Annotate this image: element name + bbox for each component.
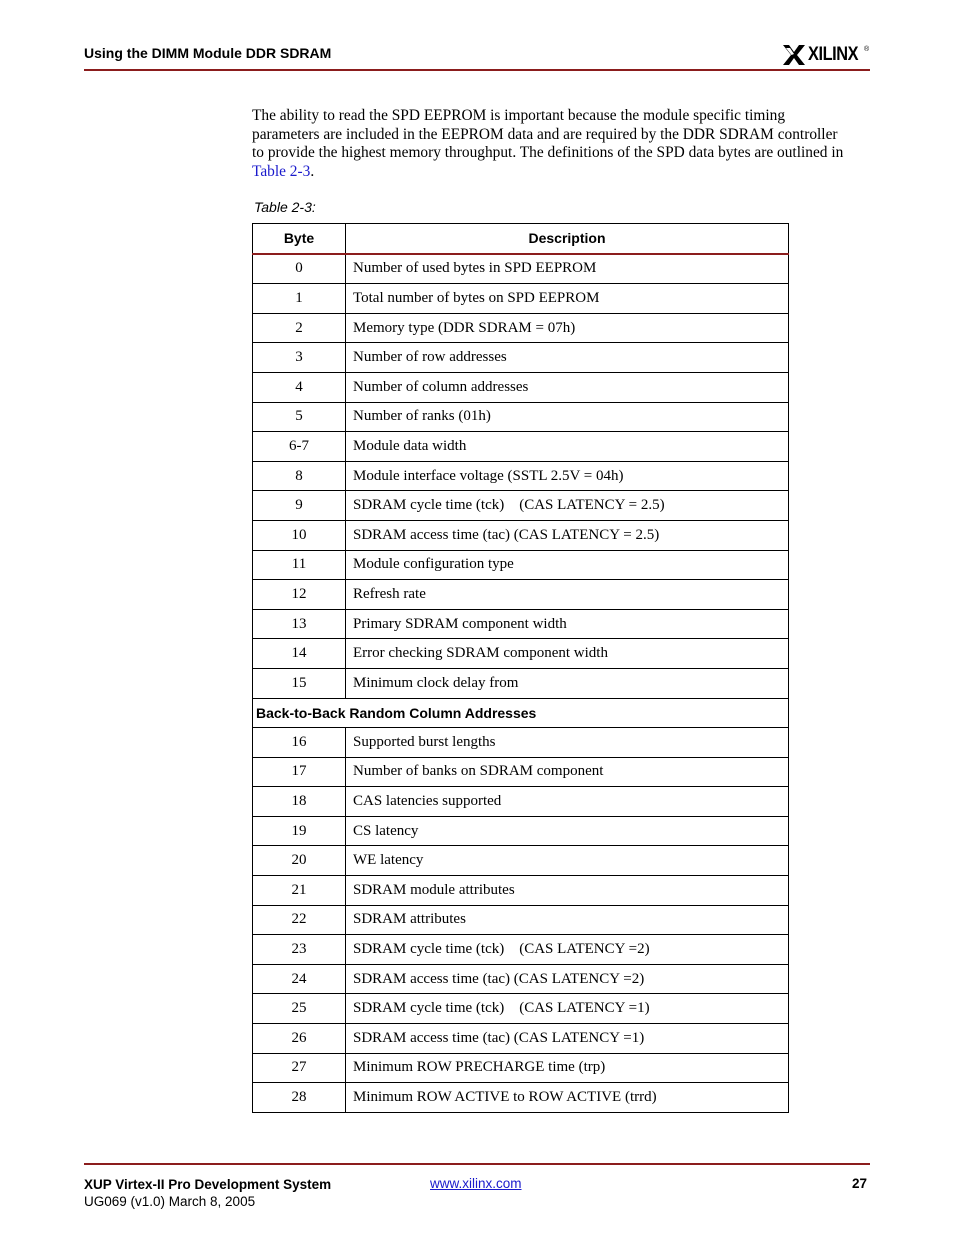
table-caption: Table 2-3: [254,199,316,215]
footer-left [84,1176,331,1210]
description-cell: CS latency [346,816,789,846]
description-cell: SDRAM module attributes [346,876,789,906]
description-cell: SDRAM cycle time (tck) (CAS LATENCY = 2.5) [346,491,789,521]
byte-cell: 5 [253,402,346,432]
table-row [253,580,789,610]
description-cell: Memory type (DDR SDRAM = 07h) [346,313,789,343]
table-row [253,728,789,758]
table-body-b [253,728,789,1113]
footer-website-link[interactable]: www.xilinx.com [430,1176,522,1191]
table-row [253,964,789,994]
byte-cell: 10 [253,520,346,550]
header-rule [84,69,870,71]
description-column-header: Description [346,224,789,254]
description-cell: Error checking SDRAM component width [346,639,789,669]
description-cell: SDRAM cycle time (tck) (CAS LATENCY =1) [346,994,789,1024]
description-cell: SDRAM cycle time (tck) (CAS LATENCY =2) [346,935,789,965]
description-cell: SDRAM access time (tac) (CAS LATENCY =1) [346,1024,789,1054]
byte-cell: 27 [253,1053,346,1083]
description-cell: SDRAM attributes [346,905,789,935]
table-row [253,846,789,876]
description-cell: Number of ranks (01h) [346,402,789,432]
byte-cell: 16 [253,728,346,758]
table-row [253,313,789,343]
description-cell: Module interface voltage (SSTL 2.5V = 04h) [346,461,789,491]
table-row [253,905,789,935]
byte-cell: 28 [253,1083,346,1113]
table-row [253,757,789,787]
table-row [253,550,789,580]
table-row [253,491,789,521]
description-cell: Module configuration type [346,550,789,580]
description-cell: Number of used bytes in SPD EEPROM [346,254,789,284]
byte-cell: 15 [253,668,346,698]
footer-doc-id: UG069 (v1.0) March 8, 2005 [84,1194,256,1209]
xilinx-logo [782,42,870,68]
intro-text: The ability to read the SPD EEPROM is important because the module specific timing parameters are included in the EEPROM data and are required by the DDR SDRAM controller to provide the highest memory throughput. The definitions of the SPD data bytes are outlined in [252,107,844,162]
byte-cell: 23 [253,935,346,965]
byte-cell: 8 [253,461,346,491]
byte-cell: 4 [253,372,346,402]
table-row [253,254,789,284]
footer-product: XUP Virtex-II Pro Development System [84,1177,332,1192]
byte-cell: 6-7 [253,432,346,462]
description-cell: SDRAM access time (tac) (CAS LATENCY =2) [346,964,789,994]
description-cell: Module data width [346,432,789,462]
table-ref-link[interactable]: Table 2-3 [252,163,311,181]
description-cell: Primary SDRAM component width [346,609,789,639]
table-row [253,876,789,906]
byte-cell: 9 [253,491,346,521]
table-row [253,284,789,314]
description-cell: Number of row addresses [346,343,789,373]
description-cell: Number of banks on SDRAM component [346,757,789,787]
table-row [253,520,789,550]
intro-paragraph [252,107,852,182]
byte-cell: 14 [253,639,346,669]
footer-rule [84,1163,870,1165]
description-cell: Supported burst lengths [346,728,789,758]
description-cell: Minimum clock delay from [346,668,789,698]
description-cell: Refresh rate [346,580,789,610]
table-row [253,1024,789,1054]
section-row [253,698,789,728]
description-cell: SDRAM access time (tac) (CAS LATENCY = 2.5) [346,520,789,550]
description-cell: Minimum ROW ACTIVE to ROW ACTIVE (trrd) [346,1083,789,1113]
byte-cell: 19 [253,816,346,846]
registered-mark: ® [864,46,870,53]
table-row [253,609,789,639]
byte-cell: 2 [253,313,346,343]
table-row [253,935,789,965]
section-label: Back-to-Back Random Column Addresses [253,698,789,728]
byte-cell: 17 [253,757,346,787]
description-cell: Number of column addresses [346,372,789,402]
table-row [253,461,789,491]
description-cell: CAS latencies supported [346,787,789,817]
byte-cell: 24 [253,964,346,994]
intro-end: . [310,163,315,181]
table-row [253,343,789,373]
byte-cell: 25 [253,994,346,1024]
byte-cell: 26 [253,1024,346,1054]
byte-cell: 3 [253,343,346,373]
table-row [253,787,789,817]
byte-cell: 1 [253,284,346,314]
description-cell: WE latency [346,846,789,876]
table-row [253,639,789,669]
table-row [253,816,789,846]
table-row [253,668,789,698]
logo-wordmark: XILINX [808,44,859,65]
table-row [253,1053,789,1083]
table-body-a [253,254,789,698]
table-section [253,698,789,728]
byte-cell: 13 [253,609,346,639]
description-cell: Total number of bytes on SPD EEPROM [346,284,789,314]
table-header-row [253,224,789,254]
table-row [253,402,789,432]
byte-cell: 11 [253,550,346,580]
spd-bytes-table [252,223,789,1113]
byte-cell: 22 [253,905,346,935]
byte-column-header: Byte [253,224,346,254]
xilinx-x-icon [782,43,806,67]
table-row [253,372,789,402]
byte-cell: 20 [253,846,346,876]
description-cell: Minimum ROW PRECHARGE time (trp) [346,1053,789,1083]
table-row [253,432,789,462]
byte-cell: 21 [253,876,346,906]
byte-cell: 18 [253,787,346,817]
running-header-title: Using the DIMM Module DDR SDRAM [84,45,332,61]
table-row [253,1083,789,1113]
byte-cell: 12 [253,580,346,610]
byte-cell: 0 [253,254,346,284]
page-number: 27 [852,1176,868,1191]
table-row [253,994,789,1024]
